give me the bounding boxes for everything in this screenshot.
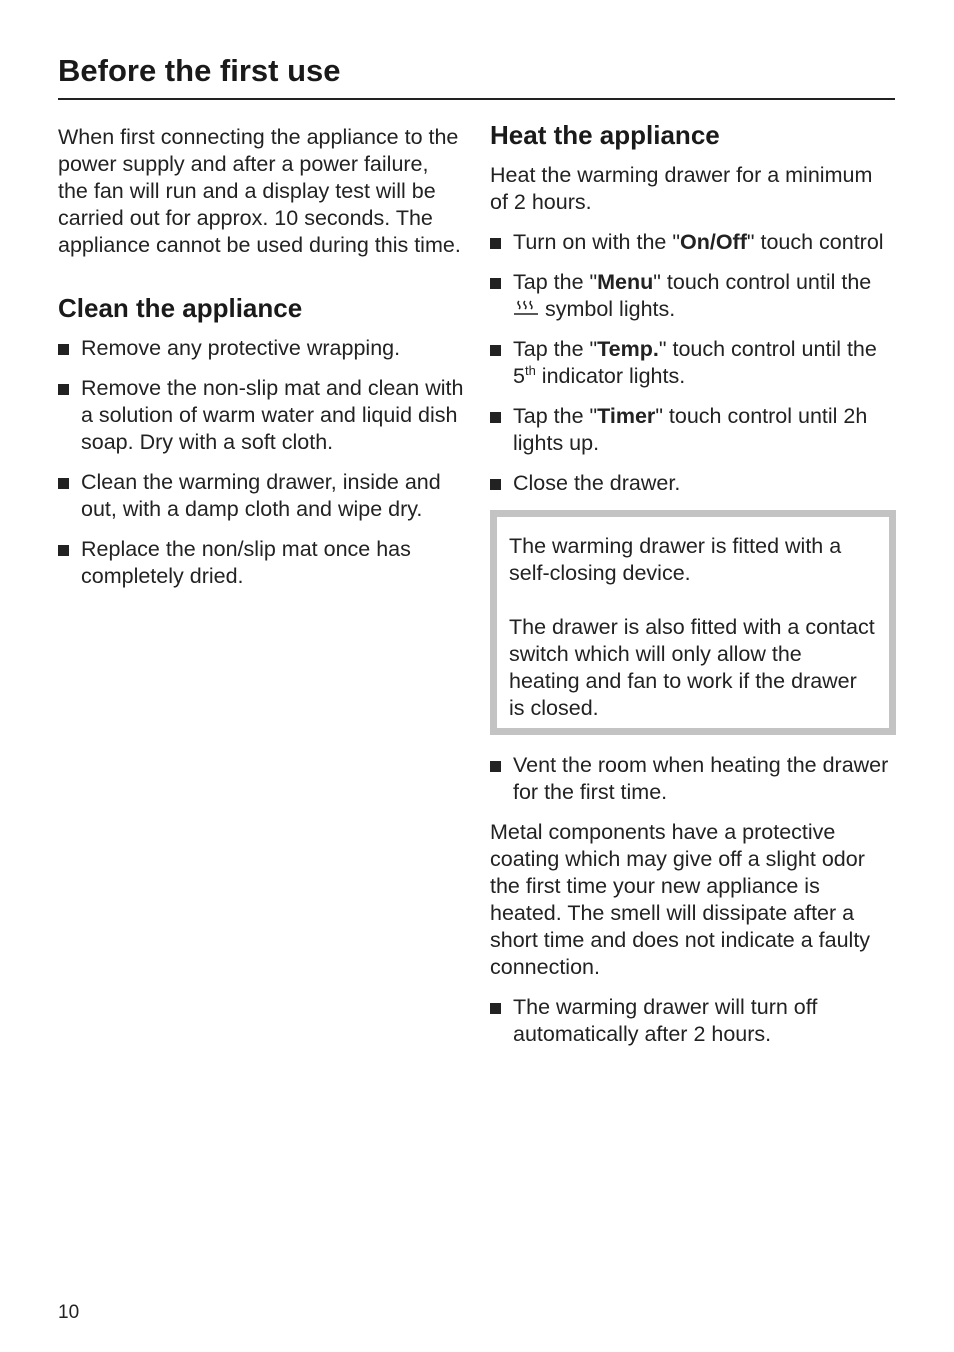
list-item: Tap the "Timer" touch control until 2h lights up. xyxy=(490,403,896,457)
list-item: Tap the "Temp." touch control until the 5th indicator lights. xyxy=(490,336,896,390)
warming-symbol-icon xyxy=(513,298,539,318)
list-item: Turn on with the "On/Off" touch control xyxy=(490,229,896,256)
heat-lead: Heat the warming drawer for a minimum of 2 hours. xyxy=(490,163,873,214)
list-item: Remove the non-slip mat and clean with a solution of warm water and liquid dish soap. Dry with a soft cloth. xyxy=(58,375,464,456)
list-item: Clean the warming drawer, inside and out, with a damp cloth and wipe dry. xyxy=(58,469,464,523)
control-name: Temp. xyxy=(597,337,659,361)
note-box xyxy=(490,510,896,735)
list-item: Close the drawer. xyxy=(490,470,896,497)
control-name: Timer xyxy=(597,404,656,428)
page-title: Before the first use xyxy=(58,53,341,88)
list-item: Vent the room when heating the drawer for the first time. xyxy=(490,752,896,806)
title-divider xyxy=(58,98,895,100)
heat-heading: Heat the appliance xyxy=(490,120,720,150)
heat-steps xyxy=(490,229,896,497)
list-item: The warming drawer will turn off automatically after 2 hours. xyxy=(490,994,896,1048)
left-column xyxy=(58,124,464,603)
list-item: Replace the non/slip mat once has completely dried. xyxy=(58,536,464,590)
page-number: 10 xyxy=(58,1302,80,1323)
clean-list xyxy=(58,335,464,590)
heat-steps-final xyxy=(490,994,896,1048)
note-text: The warming drawer is fitted with a self-closing device. xyxy=(509,534,842,585)
note-text: The drawer is also fitted with a contact switch which will only allow the heating and fan to work if the drawer is closed. xyxy=(509,615,875,720)
heat-steps-vent xyxy=(490,752,896,806)
list-item: Remove any protective wrapping. xyxy=(58,335,464,362)
clean-heading: Clean the appliance xyxy=(58,293,303,323)
control-name: On/Off xyxy=(679,230,747,254)
odor-paragraph: Metal components have a protective coating which may give off a slight odor the first time your new appliance is heated. The smell will dissipate after a short time and does not indicate a faulty connection. xyxy=(490,820,871,979)
list-item: Tap the "Menu" touch control until the symbol lights. xyxy=(490,269,896,323)
intro-paragraph: When first connecting the appliance to the power supply and after a power failure, the fan will run and a display test will be carried out for approx. 10 seconds. The appliance cannot be used during this time. xyxy=(58,125,461,257)
right-column xyxy=(490,119,896,1061)
control-name: Menu xyxy=(597,270,654,294)
